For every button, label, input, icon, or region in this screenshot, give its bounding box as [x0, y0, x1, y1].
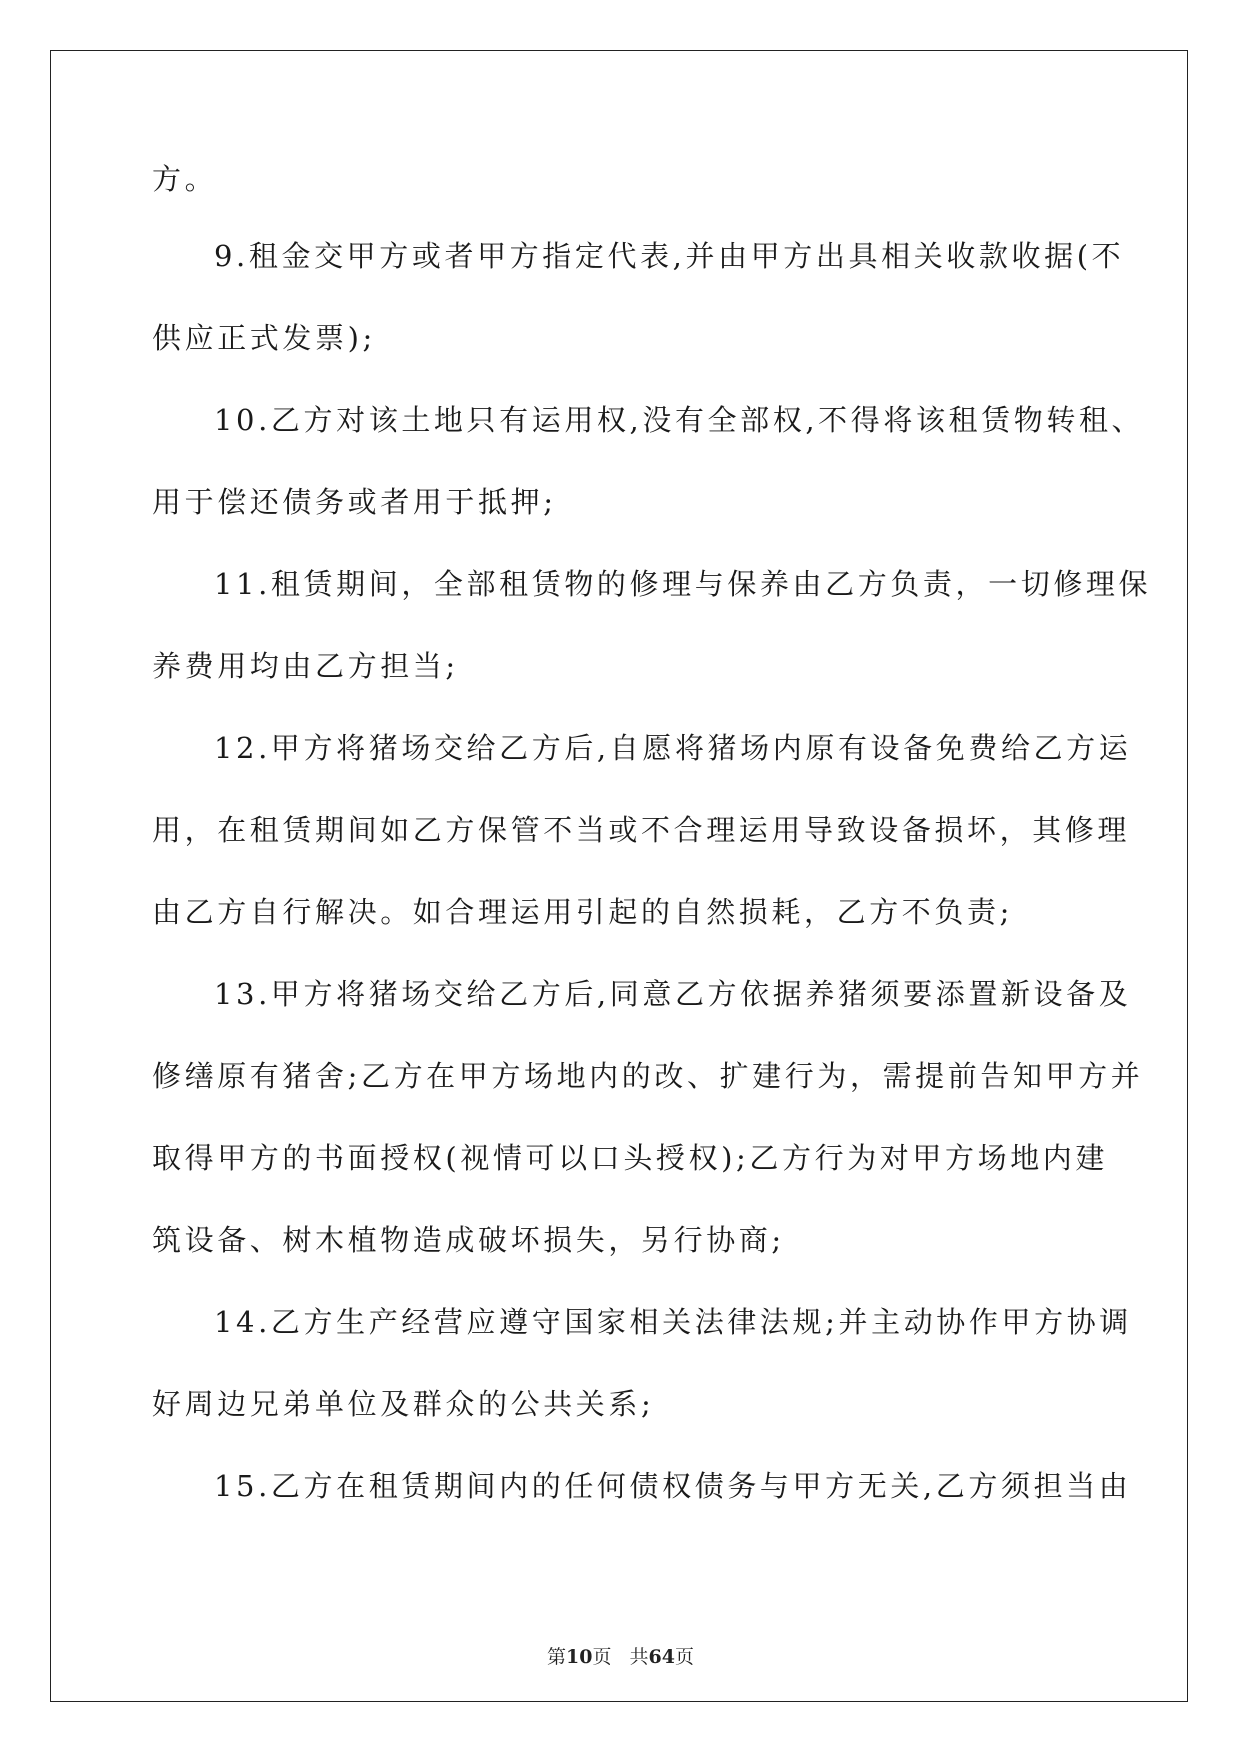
text-line: 9.租金交甲方或者甲方指定代表,并由甲方出具相关收款收据(不 [214, 239, 1125, 273]
total-suffix: 页 [674, 1646, 694, 1668]
page-suffix: 页 [592, 1646, 612, 1668]
text-line: 10.乙方对该土地只有运用权,没有全部权,不得将该租赁物转租、 [214, 403, 1145, 437]
text-line: 修缮原有猪舍;乙方在甲方场地内的改、扩建行为，需提前告知甲方并 [152, 1059, 1144, 1093]
text-line: 供应正式发票); [152, 321, 376, 355]
text-line: 用于偿还债务或者用于抵押; [152, 485, 557, 519]
text-line: 取得甲方的书面授权(视情可以口头授权);乙方行为对甲方场地内建 [152, 1141, 1108, 1175]
text-line: 15.乙方在租赁期间内的任何债权债务与甲方无关,乙方须担当由 [214, 1469, 1132, 1503]
text-line: 方。 [152, 162, 218, 196]
total-prefix: 共 [629, 1646, 649, 1668]
text-line: 13.甲方将猪场交给乙方后,同意乙方依据养猪须要添置新设备及 [214, 977, 1132, 1011]
text-line: 14.乙方生产经营应遵守国家相关法律法规;并主动协作甲方协调 [214, 1305, 1132, 1339]
page-number: 10 [566, 1646, 593, 1668]
text-line: 由乙方自行解决。如合理运用引起的自然损耗，乙方不负责; [152, 895, 1013, 929]
document-body [152, 162, 1152, 1554]
text-line: 11.租赁期间，全部租赁物的修理与保养由乙方负责，一切修理保 [214, 567, 1152, 601]
total-pages: 64 [648, 1646, 675, 1668]
text-line: 好周边兄弟单位及群众的公共关系; [152, 1387, 655, 1421]
text-line: 用，在租赁期间如乙方保管不当或不合理运用导致设备损坏，其修理 [152, 813, 1131, 847]
page-footer [0, 1642, 1241, 1669]
text-line: 养费用均由乙方担当; [152, 649, 459, 683]
text-line: 12.甲方将猪场交给乙方后,自愿将猪场内原有设备免费给乙方运 [214, 731, 1132, 765]
text-line: 筑设备、树木植物造成破坏损失，另行协商; [152, 1223, 785, 1257]
page-prefix: 第 [547, 1646, 567, 1668]
